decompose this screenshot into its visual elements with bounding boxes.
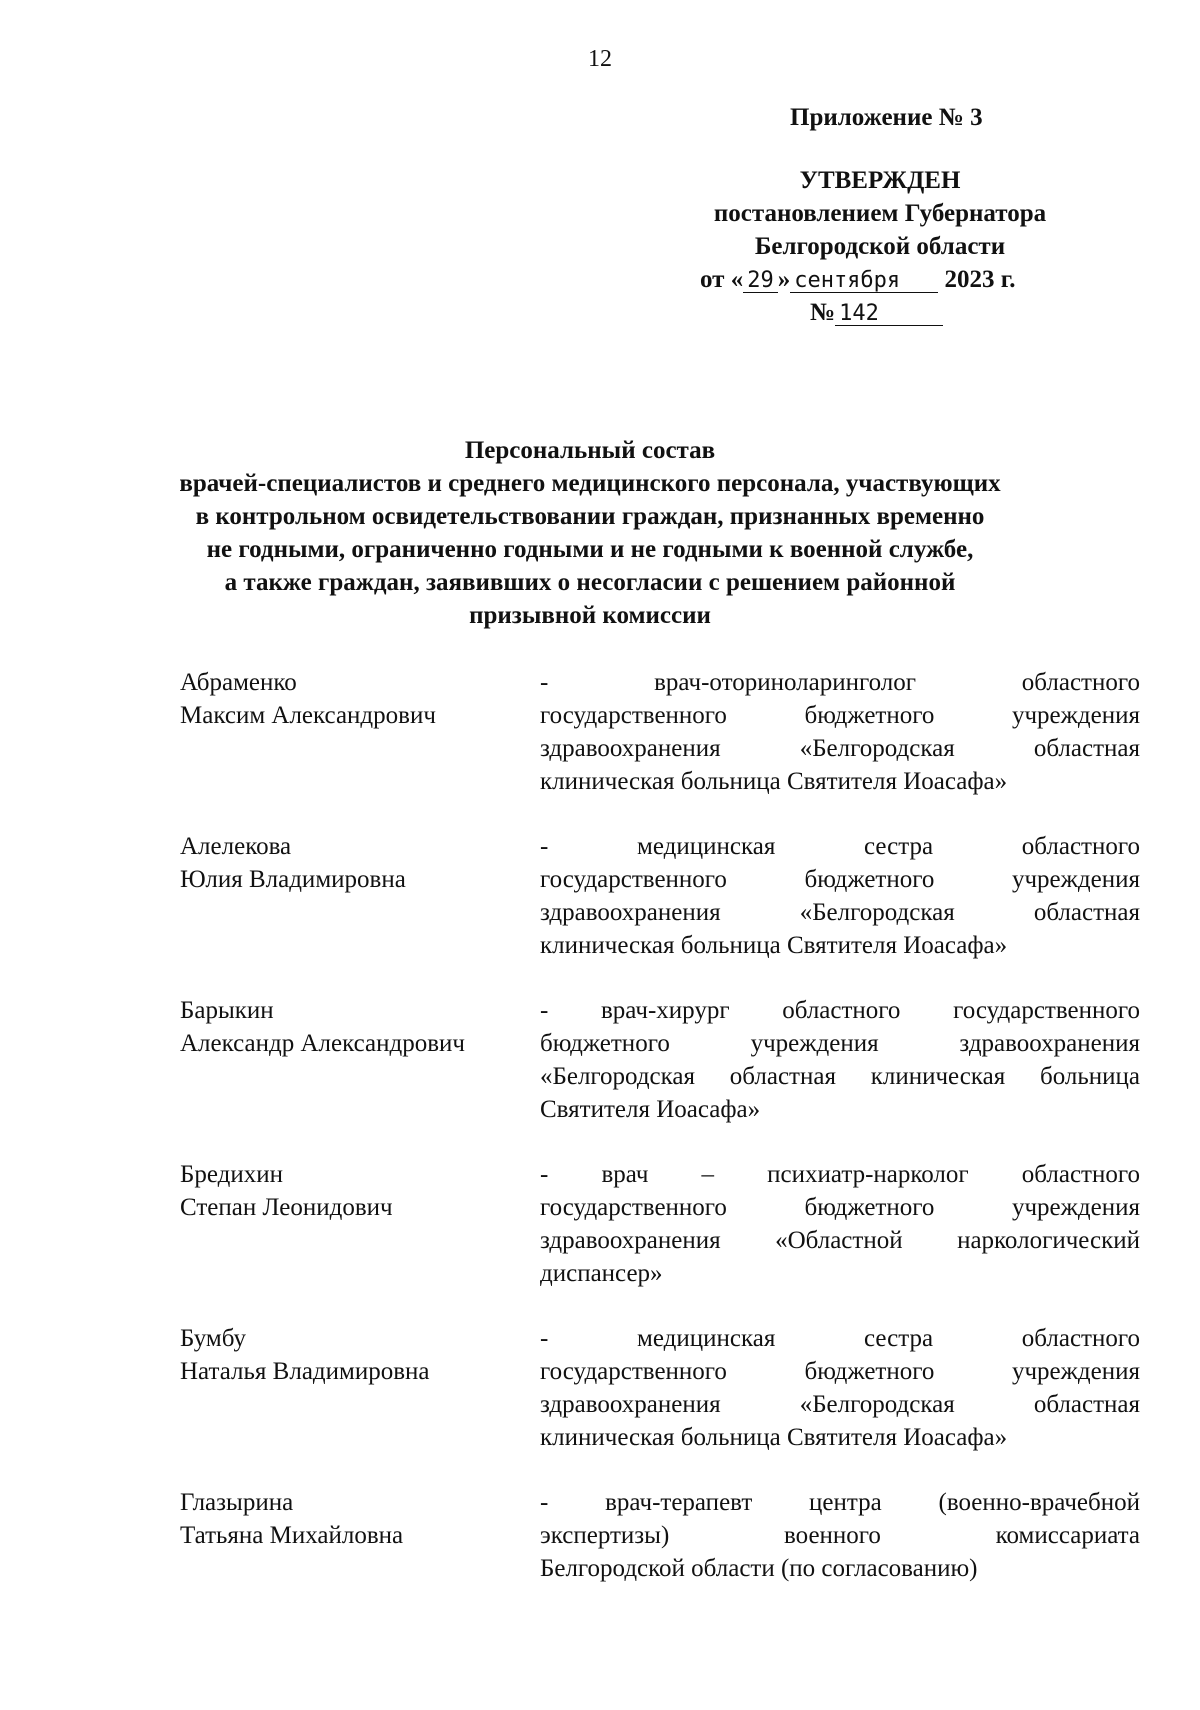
- member-entry: [180, 1486, 1150, 1585]
- title-line: не годными, ограниченно годными и не годными к военной службе,: [206, 536, 974, 563]
- member-given-name: Александр Александрович: [180, 1030, 465, 1057]
- member-entry: [180, 1322, 1150, 1454]
- number-value: 142: [835, 303, 943, 326]
- member-entry: [180, 830, 1150, 962]
- member-role: [540, 666, 1140, 798]
- role-line: здравоохранения «Белгородская областная: [540, 899, 1140, 926]
- title-line: а также граждан, заявивших о несогласии с решением районной: [224, 569, 956, 596]
- date-day: 29: [743, 270, 778, 293]
- date-month: сентября: [790, 270, 938, 293]
- member-entry: [180, 994, 1150, 1126]
- member-name: [180, 830, 540, 962]
- role-line: - врач – психиатр-нарколог областного: [540, 1161, 1140, 1188]
- date-year: 2023 г.: [944, 266, 1016, 293]
- approval-block: [660, 164, 1100, 329]
- role-line: клиническая больница Святителя Иоасафа»: [540, 1424, 1008, 1451]
- role-line: государственного бюджетного учреждения: [540, 866, 1140, 893]
- member-role: [540, 1158, 1140, 1290]
- member-surname: Бумбу: [180, 1325, 246, 1352]
- member-role: [540, 1486, 1140, 1585]
- member-role: [540, 994, 1140, 1126]
- page-number: 12: [588, 46, 612, 72]
- member-surname: Абраменко: [180, 669, 297, 696]
- member-name: [180, 1158, 540, 1290]
- title-line: призывной комиссии: [469, 602, 711, 629]
- approved-heading: УТВЕРЖДЕН: [799, 167, 961, 194]
- role-line: здравоохранения «Белгородская областная: [540, 735, 1140, 762]
- role-line: государственного бюджетного учреждения: [540, 1358, 1140, 1385]
- member-entry: [180, 666, 1150, 798]
- role-line: бюджетного учреждения здравоохранения: [540, 1030, 1140, 1057]
- members-list: [180, 666, 1150, 1585]
- member-given-name: Наталья Владимировна: [180, 1358, 430, 1385]
- role-line: «Белгородская областная клиническая больница: [540, 1063, 1140, 1090]
- role-line: Белгородской области (по согласованию): [540, 1555, 978, 1582]
- member-given-name: Степан Леонидович: [180, 1194, 393, 1221]
- member-surname: Бредихин: [180, 1161, 283, 1188]
- role-line: здравоохранения «Белгородская областная: [540, 1391, 1140, 1418]
- approved-region-line: Белгородской области: [754, 233, 1006, 260]
- role-line: здравоохранения «Областной наркологический: [540, 1227, 1140, 1254]
- title-line: в контрольном освидетельствовании граждан, признанных временно: [195, 503, 985, 530]
- member-surname: Барыкин: [180, 997, 274, 1024]
- member-name: [180, 1486, 540, 1585]
- member-name: [180, 666, 540, 798]
- role-line: клиническая больница Святителя Иоасафа»: [540, 768, 1008, 795]
- role-line: диспансер»: [540, 1260, 663, 1287]
- approval-date: [660, 263, 1100, 296]
- member-given-name: Максим Александрович: [180, 702, 436, 729]
- date-mid: »: [777, 266, 791, 293]
- member-role: [540, 830, 1140, 962]
- role-line: - врач-хирург областного государственного: [540, 997, 1140, 1024]
- member-entry: [180, 1158, 1150, 1290]
- role-line: - медицинская сестра областного: [540, 1325, 1140, 1352]
- appendix-label: Приложение № 3: [790, 104, 983, 131]
- approved-by-line: постановлением Губернатора: [713, 200, 1047, 227]
- member-surname: Алелекова: [180, 833, 292, 860]
- role-line: - медицинская сестра областного: [540, 833, 1140, 860]
- title-line: Персональный состав: [464, 437, 716, 464]
- role-line: клиническая больница Святителя Иоасафа»: [540, 932, 1008, 959]
- role-line: государственного бюджетного учреждения: [540, 702, 1140, 729]
- member-role: [540, 1322, 1140, 1454]
- role-line: Святителя Иоасафа»: [540, 1096, 761, 1123]
- member-given-name: Юлия Владимировна: [180, 866, 406, 893]
- title-line: врачей-специалистов и среднего медицинского персонала, участвующих: [179, 470, 1001, 497]
- role-line: государственного бюджетного учреждения: [540, 1194, 1140, 1221]
- approval-number: [660, 296, 1100, 329]
- role-line: - врач-оториноларинголог областного: [540, 669, 1140, 696]
- role-line: экспертизы) военного комиссариата: [540, 1522, 1140, 1549]
- number-prefix: №: [810, 299, 836, 326]
- member-name: [180, 994, 540, 1126]
- role-line: - врач-терапевт центра (военно-врачебной: [540, 1489, 1140, 1516]
- date-prefix: от «: [700, 266, 744, 293]
- member-given-name: Татьяна Михайловна: [180, 1522, 404, 1549]
- member-surname: Глазырина: [180, 1489, 294, 1516]
- member-name: [180, 1322, 540, 1454]
- document-title: [130, 434, 1050, 632]
